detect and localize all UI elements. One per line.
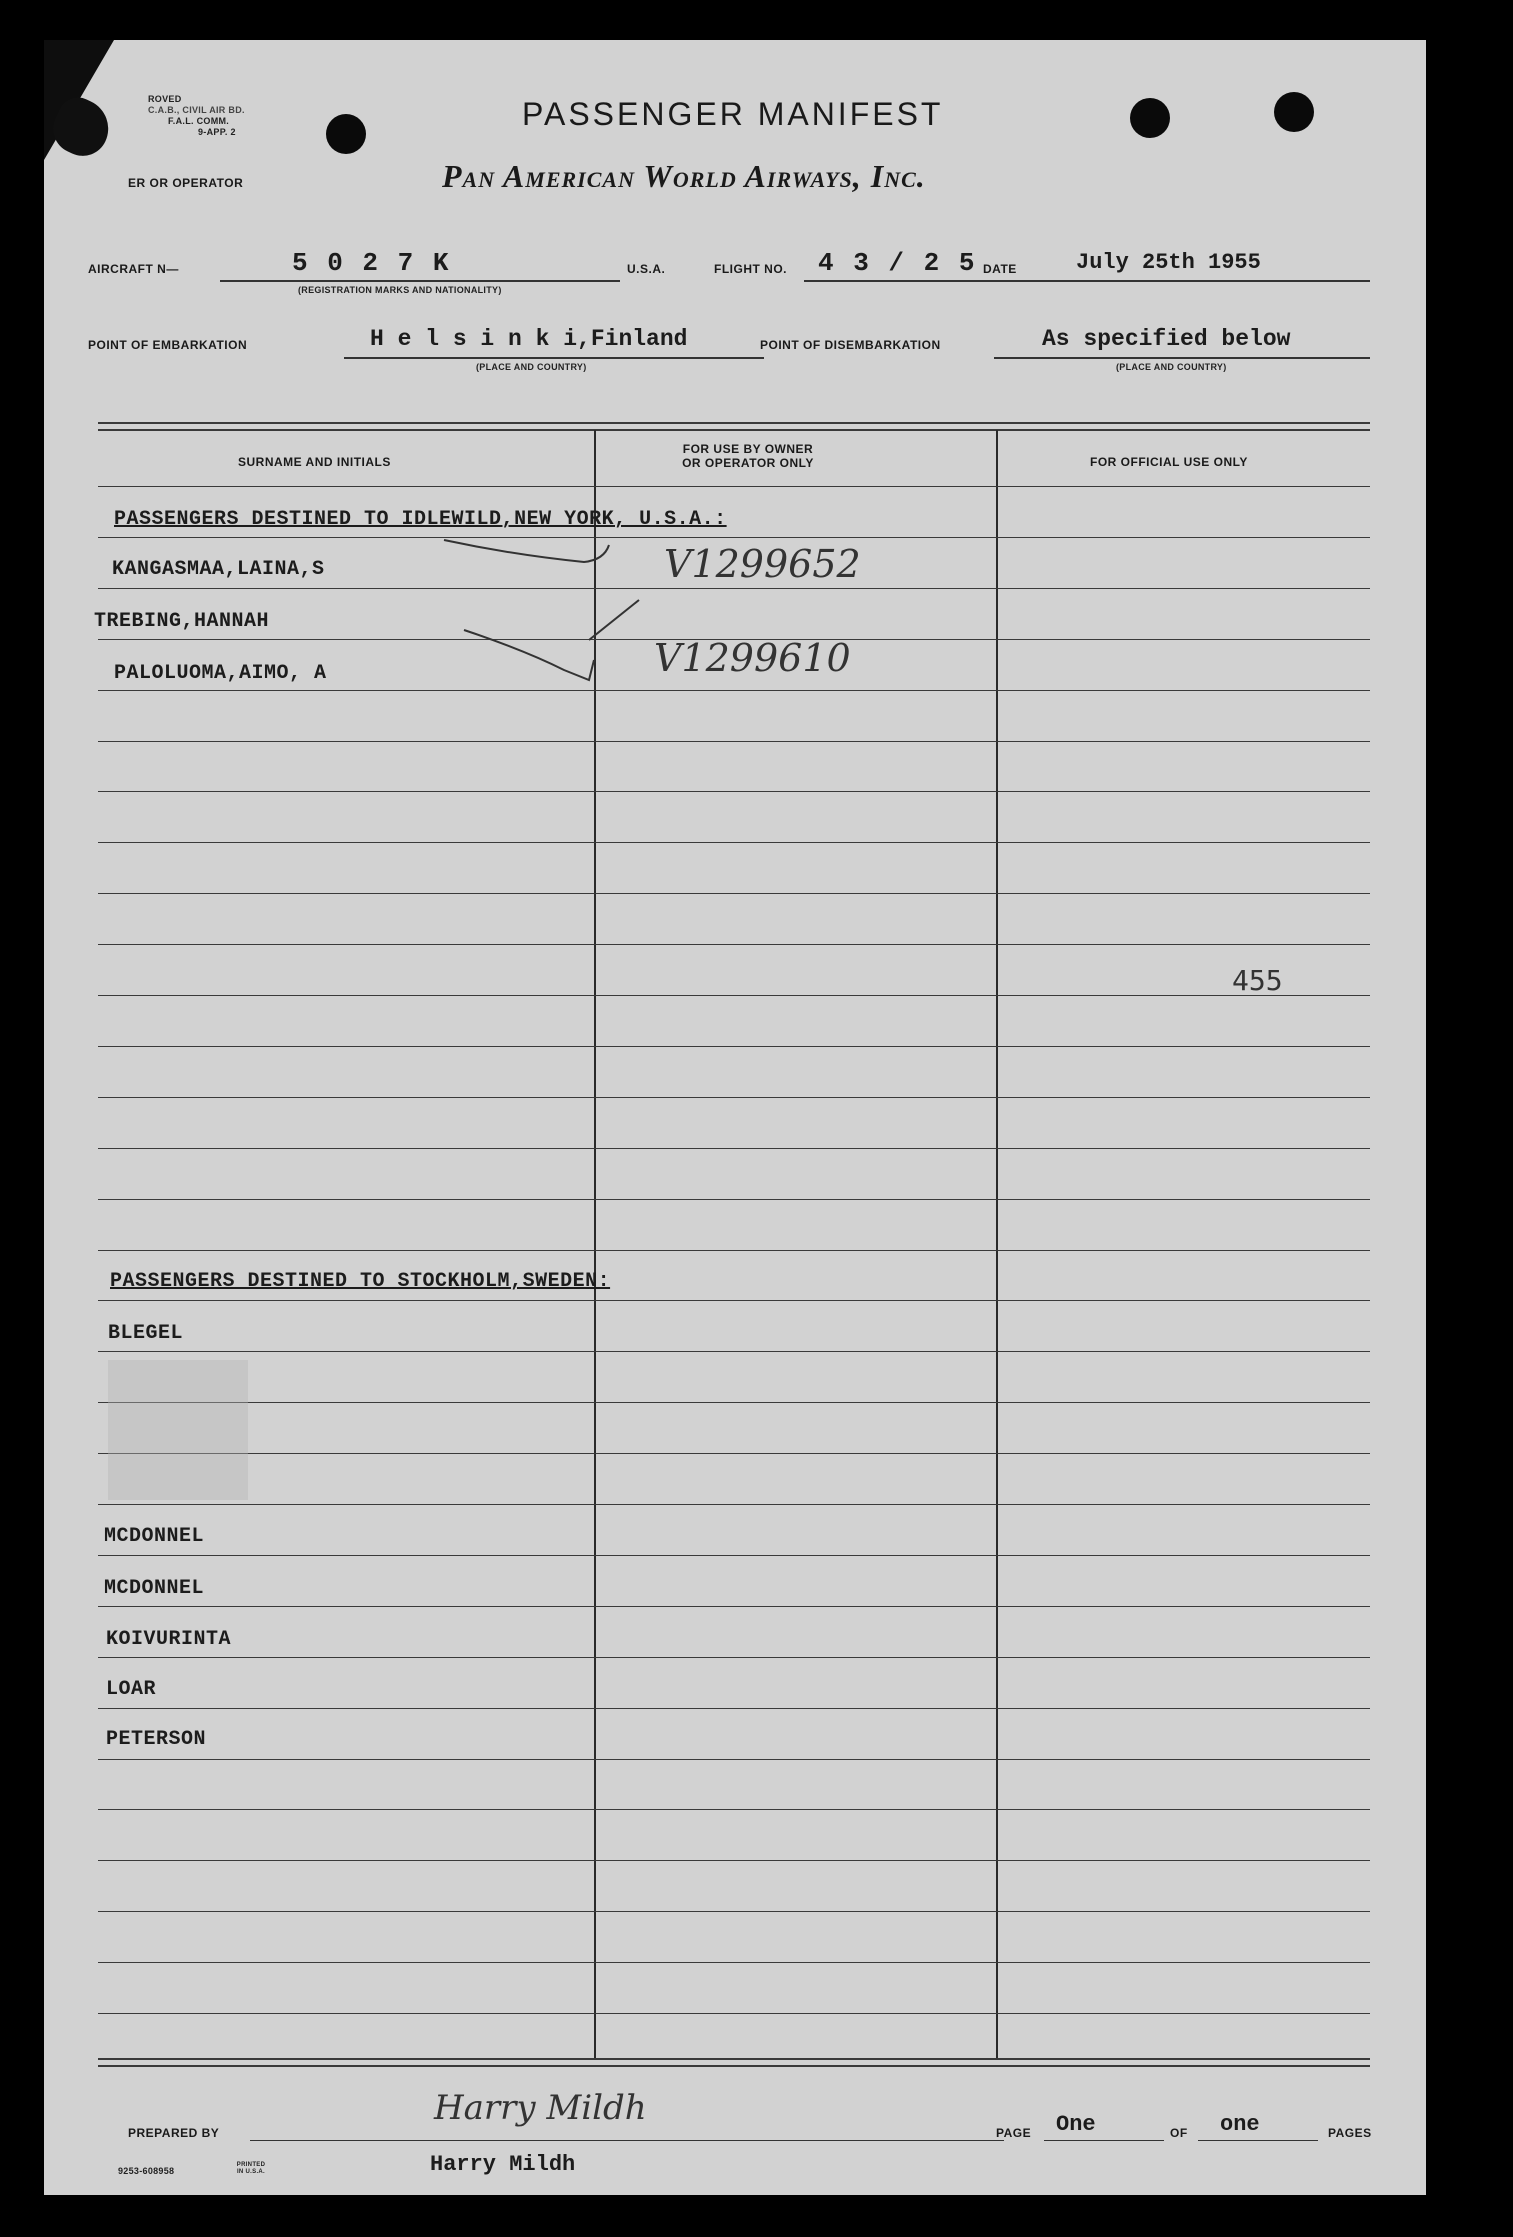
passenger-name: PETERSON	[106, 1728, 207, 1751]
disembarkation-label: POINT OF DISEMBARKATION	[760, 338, 941, 352]
page-line	[1044, 2140, 1164, 2141]
passenger-name: PALOLUOMA,AIMO, A	[114, 662, 327, 685]
passenger-name: KANGASMAA,LAINA,S	[112, 558, 325, 581]
table-bottom-rule	[98, 2065, 1370, 2067]
embarkation-label: POINT OF EMBARKATION	[88, 338, 248, 352]
disembarkation-value: As specified below	[1042, 326, 1291, 352]
form-number: 9253-608958	[118, 2166, 175, 2176]
aircraft-label: AIRCRAFT N—	[88, 262, 179, 276]
page-label: PAGE	[996, 2126, 1032, 2140]
official-number: 455	[1232, 964, 1283, 997]
embarkation-caption: (PLACE AND COUNTRY)	[476, 362, 587, 372]
manifest-sheet	[44, 40, 1426, 2195]
of-label: OF	[1170, 2126, 1188, 2140]
flight-number: 4 3 / 2 5	[818, 248, 977, 278]
prepared-by-name: Harry Mildh	[430, 2152, 576, 2177]
date-label: DATE	[983, 262, 1017, 276]
passenger-name: BLEGEL	[108, 1322, 184, 1345]
pages-label: PAGES	[1328, 2126, 1372, 2140]
usa-label: U.S.A.	[627, 262, 666, 276]
table-bottom-rule	[98, 2058, 1370, 2060]
owner-operator-label: ER OR OPERATOR	[128, 176, 244, 190]
prepared-by-label: PREPARED BY	[128, 2126, 220, 2140]
total-pages-line	[1198, 2140, 1318, 2141]
approval-line: 9-APP. 2	[198, 127, 236, 137]
visa-number-1: V1299652	[664, 542, 861, 586]
group-heading-new-york: PASSENGERS DESTINED TO IDLEWILD,NEW YORK, U.S.A.:	[114, 508, 727, 531]
passenger-name: LOAR	[106, 1678, 157, 1701]
embarkation-value: H e l s i n k i,Finland	[370, 326, 688, 352]
column-header-surname: SURNAME AND INITIALS	[238, 455, 391, 469]
handwritten-check-marks	[44, 40, 1426, 2195]
flight-date: July 25th 1955	[1076, 250, 1261, 275]
column-header-official-use: FOR OFFICIAL USE ONLY	[1090, 455, 1248, 469]
company-name: Pan American World Airways, Inc.	[442, 158, 926, 194]
printed-in-usa: PRINTED IN U.S.A.	[236, 2162, 266, 2175]
owner-use-line: FOR USE BY OWNER	[682, 442, 814, 456]
prepared-by-line	[250, 2140, 1004, 2141]
disembarkation-caption: (PLACE AND COUNTRY)	[1116, 362, 1227, 372]
flight-label: FLIGHT NO.	[714, 262, 787, 276]
passenger-name: MCDONNEL	[104, 1525, 205, 1548]
total-pages: one	[1220, 2112, 1260, 2137]
owner-use-line: OR OPERATOR ONLY	[682, 456, 814, 470]
aircraft-value: 5 0 2 7 K	[292, 248, 451, 278]
approval-line: C.A.B., CIVIL AIR BD.	[148, 105, 245, 115]
signature: Harry Mildh	[434, 2088, 647, 2128]
passenger-name: MCDONNEL	[104, 1577, 205, 1600]
visa-number-2: V1299610	[654, 636, 851, 680]
page-number: One	[1056, 2112, 1096, 2137]
approval-line: ROVED	[148, 94, 182, 104]
group-heading-stockholm: PASSENGERS DESTINED TO STOCKHOLM,SWEDEN:	[110, 1270, 611, 1293]
approval-line: F.A.L. COMM.	[168, 116, 230, 126]
document-title: PASSENGER MANIFEST	[522, 96, 944, 132]
passenger-name: TREBING,HANNAH	[94, 610, 270, 633]
passenger-name: KOIVURINTA	[106, 1628, 232, 1651]
aircraft-caption: (REGISTRATION MARKS AND NATIONALITY)	[298, 285, 502, 295]
